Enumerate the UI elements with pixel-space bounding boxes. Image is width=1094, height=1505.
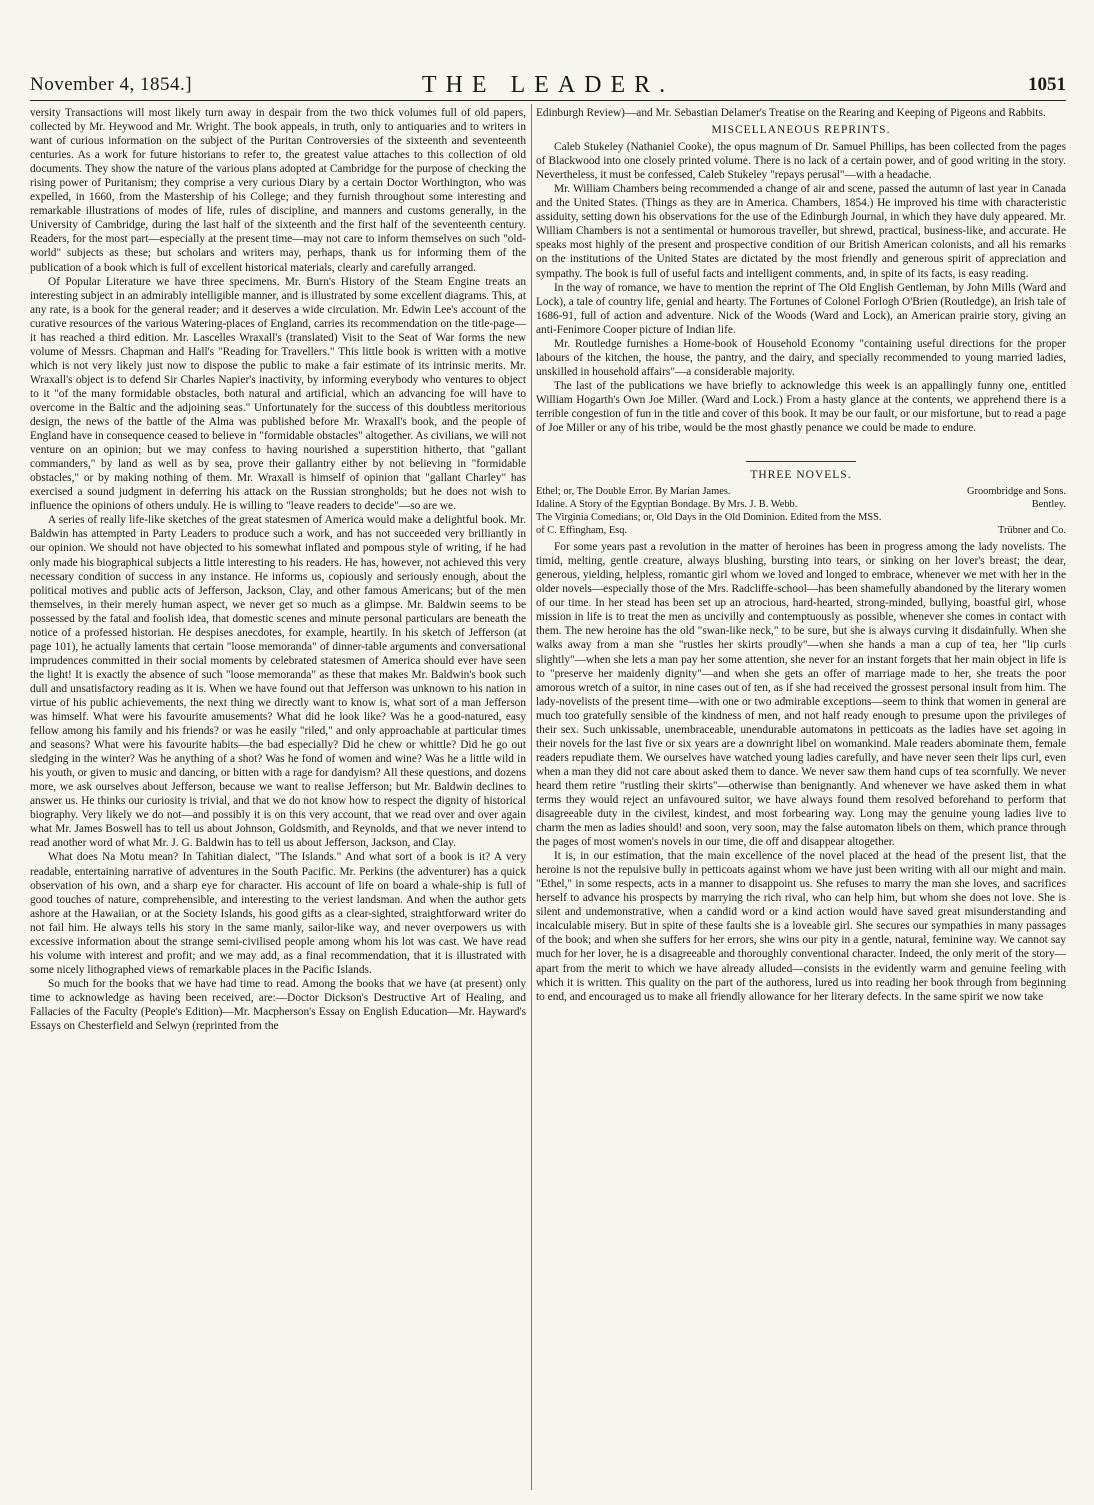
book-title: The Virginia Comedians; or, Old Days in the Old Dominion. Edited from the MSS. — [536, 512, 882, 524]
book-entry — [536, 498, 1066, 511]
paragraph: The last of the publications we have briefly to acknowledge this week is an appallingly funny one, entitled William Hogarth's Own Joe Miller. (Ward and Lock.) From a hasty glance at the contents, we apprehend there is a terrible congestion of fun in the title and cover of this book. It may be our fault, or our misfortune, but to read a page of Joe Miller or any of his tribe, would be the most ghastly penance we could be made to endure. — [536, 379, 1066, 435]
paragraph: Caleb Stukeley (Nathaniel Cooke), the opus magnum of Dr. Samuel Phillips, has been collected from the pages of Blackwood into one closely printed volume. There is no lack of a certain power, and of good writing in the story. Nevertheless, it must be confessed, Caleb Stukeley "repays perusal"—with a headache. — [536, 141, 1066, 182]
page-number: 1051 — [1028, 74, 1066, 95]
paragraph: A series of really life-like sketches of the great statesmen of America would make a delightful book. Mr. Baldwin has attempted in Party Leaders to produce such a work, and has not succeeded very brilliantly in our opinion. We should not have objected to his somewhat inflated and pompous style of writing, if he had only made his biographical subjects a little interesting to his readers. He has, however, not achieved this very necessary condition of success in any instance. He informs us, copiously and seriously enough, about the political motives and public acts of Jefferson, Jackson, Clay, and other famous Americans; but of the men themselves, in their merely human aspect, we never get so much as a glimpse. Mr. Baldwin seems to be possessed by the fatal and foolish idea, that domestic scenes and minute personal particulars are beneath the notice of a professed historian. He despises anecdotes, for example, heartily. In his sketch of Jefferson (at page 101), he actually laments that certain "loose memoranda" of dinner-table arguments and conversational imprudences committed in their social moments by celebrated statesmen of America should ever have seen the light! It is exactly the absence of such "loose memoranda" as these that makes Mr. Baldwin's book such dull and unsatisfactory reading as it is. When we have found out that Jefferson was unknown to his nation in virtue of his public achievements, the next thing we directly want to know is, what sort of a man Jefferson was himself. What were his favourite amusements? What did he look like? Was he a good-natured, easy fellow among his family and his friends? or was he easily "riled," and only approachable at particular times and seasons? What were his favourite habits—the bad especially? Did he chew or whittle? Did he go out sledging in the winter? Was he anything of a shot? Was he fond of women and wine? Was he a little wild in his youth, or given to music and dancing, or bitten with a rage for dandyism? All these questions, and dozens more, we ask ourselves about Jefferson, because we want to realise Jefferson; but Mr. Baldwin declines to answer us. He thinks our curiosity is trivial, and that we do not know how to respect the dignity of historical biography. Very likely we do not—and possibly it is on this very account, that we read over and over again what Mr. James Boswell has to tell us about Johnson, Goldsmith, and Reynolds, and that we never intend to read another word of what Mr. J. G. Baldwin has to tell us about Jefferson, Jackson, and Clay. — [30, 514, 526, 850]
issue-date: November 4, 1854.] — [30, 74, 193, 95]
right-column — [536, 106, 1066, 1004]
paragraph: Edinburgh Review)—and Mr. Sebastian Delamer's Treatise on the Rearing and Keeping of Pigeons and Rabbits. — [536, 107, 1046, 119]
paragraph: Of Popular Literature we have three specimens. Mr. Burn's History of the Steam Engine treats an interesting subject in an admirably intelligible manner, and is illustrated by some excellent diagrams. This, at any rate, is a book for the general reader; and it deserves a wide circulation. Mr. Edwin Lee's account of the curative resources of the various Watering-places of England, carries its recommendation on the title-page—it has reached a third edition. Mr. Lascelles Wraxall's (translated) Visit to the Seat of War forms the new volume of Messrs. Chapman and Hall's "Reading for Travellers." This little book is written with a motive which is not very likely just now to dispose the public to make a fair estimate of its intrinsic merits. Mr. Wraxall's object is to defend Sir Charles Napier's inactivity, by informing everybody who ventures to object to it "of the many formidable obstacles, both natural and artificial, which an advancing foe will have to overcome in the Baltic and the adjoining seas." Unfortunately for the success of this doubtless meritorious design, the news of the battle of the Alma was published before Mr. Wraxall's book, and the people of England have in consequence ceased to believe in "formidable obstacles" altogether. As civilians, we will not venture on an opinion; but we may confess to having nourished a superstition hitherto, that "gallant commanders," by land as well as by sea, prove their gallantry either by not believing in "formidable obstacles," or by making nothing of them. Mr. Wraxall is himself of opinion that "gallant Charley" has exercised a sound judgment in deferring his attack on the Russian strongholds; but he does not wish to influence the opinions of others unduly. He is willing to "leave readers to decide"—so are we. — [30, 275, 526, 513]
book-publisher: Groombridge and Sons. — [967, 486, 1066, 498]
paragraph: What does Na Motu mean? In Tahitian dialect, "The Islands." And what sort of a book is it? A very readable, entertaining narrative of adventures in the South Pacific. Mr. Perkins (the adventurer) has a quick observation of his own, and a sharp eye for character. His account of life on board a whale-ship is full of good touches of nature, comprehensible, and interesting to the veriest landsman. And when the author gets ashore at the Hawaiian, or at the Society Islands, his good gifts as a clear-sighted, straightforward writer do not fail him. He always tells his story in the same manly, sailor-like way, and never overpowers us with excessive information about the strange semi-civilised people among whom his lot was cast. We have read his volume with interest and profit; and we may add, as a final recommendation, that it is illustrated with some nicely lithographed views of remarkable places in the Pacific Islands. — [30, 851, 526, 976]
paragraph: Mr. William Chambers being recommended a change of air and scene, passed the autumn of last year in Canada and the United States. (Things as they are in America. Chambers, 1854.) He improved his time with characteristic assiduity, setting down his observations for the use of the Edinburgh Journal, in which they have duly appeared. Mr. William Chambers is not a sentimental or humorous traveller, but shrewd, practical, business-like, and accurate. He speaks most highly of the present and prospective condition of our British American colonists, and all his remarks on the institutions of the United States are dictated by the most friendly and generous spirit of appreciation and sympathy. The book is full of useful facts and intelligent comments, and, in spite of its facts, is easy reading. — [536, 183, 1066, 280]
paragraph: So much for the books that we have had time to read. Among the books that we have (at present) only time to acknowledge as having been received, are:—Doctor Dickson's Destructive Art of Healing, and Fallacies of the Faculty (People's Edition)—Mr. Macpherson's Essay on English Education—Mr. Hayward's Essays on Chesterfield and Selwyn (reprinted from the — [30, 977, 526, 1033]
column-divider — [531, 104, 532, 1490]
book-publisher: Bentley. — [1031, 499, 1066, 511]
section-heading-three-novels: THREE NOVELS. — [750, 469, 852, 482]
newspaper-title: THE LEADER. — [421, 72, 675, 98]
left-column — [30, 106, 526, 1033]
book-title: Idaline. A Story of the Egyptian Bondage. By Mrs. J. B. Webb. — [536, 499, 798, 511]
masthead — [30, 72, 1066, 101]
paragraph: Mr. Routledge furnishes a Home-book of Household Economy "containing useful directions for the proper labours of the kitchen, the house, the pantry, and the dairy, and specially recommended to young married ladies, unskilled in household affairs"—a considerable majority. — [536, 337, 1066, 378]
book-title: Ethel; or, The Double Error. By Marian James. — [536, 486, 731, 498]
section-rule — [746, 461, 856, 462]
book-entry — [536, 485, 1066, 498]
book-entry — [536, 524, 1066, 537]
book-list — [536, 485, 1066, 537]
paragraph: It is, in our estimation, that the main excellence of the novel placed at the head of the present list, that the heroine is not the repulsive bully in petticoats against whom we have just been writing with all our might and main. "Ethel," in some respects, acts in a manner to disappoint us. She refuses to marry the man she loves, and sacrifices herself to advance his prospects by marrying the rich rival, who can help him, but whom she does not love. She is silent and undemonstrative, when a candid word or a kind action would have saved great misunderstanding and incalculable misery. But in spite of these faults she is a loveable girl. She secures our sympathies in many passages of the book; and when she suffers for her errors, she wins our pity in a gentle, natural, feminine way. We cannot say much for her lover, he is a disagreeable and thoroughly conventional character. Indeed, the only merit of the story—apart from the merit to which we have already alluded—consists in the evidently warm and genuine feeling with which it is written. This quality on the part of the authoress, lured us into reading her book through from beginning to end, and encouraged us to make all friendly allowance for her literary defects. In the same spirit we now take — [536, 850, 1066, 1003]
book-entry — [536, 511, 1066, 524]
paragraph: In the way of romance, we have to mention the reprint of The Old English Gentleman, by John Mills (Ward and Lock), a tale of country life, genial and hearty. The Fortunes of Colonel Forlogh O'Brien (Routledge), an Irish tale of 1686-91, full of action and adventure. Nick of the Woods (Ward and Lock), an American prairie story, giving an anti-Fenimore Cooper picture of Indian life. — [536, 281, 1067, 336]
book-title: of C. Effingham, Esq. — [536, 525, 628, 537]
section-heading-miscellaneous-reprints: MISCELLANEOUS REPRINTS. — [711, 124, 891, 137]
paragraph: versity Transactions will most likely turn away in despair from the two thick volumes full of old papers, collected by Mr. Heywood and Mr. Wright. The book appeals, in truth, only to antiquaries and to writers in want of curious information on the subject of the Puritan Controversies of the sixteenth and seventeenth centuries. As a work for future historians to refer to, the greatest value attaches to this collection of old documents. They show the nature of the various plans adopted at Cambridge for the purpose of checking the rising power of Puritanism; they comprise a very curious Diary by a certain Doctor Worthington, who was expelled, in 1660, from the Mastership of his College; and they furnish throughout some interesting and remarkable illustrations of modes of life, rules of discipline, and manners and customs generally, in the University of Cambridge, during the last half of the sixteenth and the first half of the seventeenth century. Readers, for the most part—especially at the present time—may not care to inform themselves on such "old-world" subjects as these; but scholars and writers may, perhaps, thank us for informing them of the publication of a book which is full of excellent historical materials, clearly and carefully arranged. — [30, 107, 526, 274]
book-publisher: Trübner and Co. — [997, 525, 1066, 537]
paragraph: For some years past a revolution in the matter of heroines has been in progress among the lady novelists. The timid, melting, gentle creature, always blushing, bursting into tears, or sinking on her lover's breast; the dear, generous, yielding, helpless, romantic girl whom we loved and longed to embrace, whenever we met with her in the older novels—especially those of the Mrs. Radcliffe-school—has been shamefully abandoned by the literary women of our time. In her stead has been set up an atrocious, hard-hearted, strong-minded, bullying, boastful girl, whose mission in life is to treat the men as uncivilly and contemptuously as possible, whenever she comes in contact with them. The new heroine has the old "swan-like neck," to be sure, but she is always curving it disdainfully. When she walks away from a man she "rustles her skirts proudly"—when she hands a man a cup of tea, her "lip curls slightly"—when she lets a man pay her some attention, she never for an instant forgets that her main object in life is to "preserve her maidenly dignity"—and when she gets an offer of marriage made to her, she treats the poor amorous wretch of a suitor, in nine cases out of ten, as if she had received the grossest personal insult from him. The lady-novelists of the present time—with one or two admirable exceptions—seem to think that women in general are much too gratefully sensible of the kindness of men, and not half ready enough to presume upon the privileges of their sex. Such unkissable, unembraceable, unendurable automatons in petticoats as the ladies have set agoing in their novels for the last five or six years are a downright libel on womankind. Male readers abominate them, female readers repudiate them. We ourselves have watched young ladies carefully, and have never seen their lips curl, even when a man they did not care about asked them to dance. We never saw them hand cups of tea scornfully. We never heard them retire "rustling their skirts"—otherwise than benignantly. And whenever we have asked them in what terms they would reject an unfavoured suitor, we have always found them resolved beforehand to perform that disagreeable duty in the civilest, kindest, and most forbearing way. Long may the genuine young ladies live to charm the men as ladies should! and soon, very soon, may the false automaton libels on them, which prance through the pages of most women's novels in our time, die off and disappear altogether. — [536, 541, 1066, 849]
